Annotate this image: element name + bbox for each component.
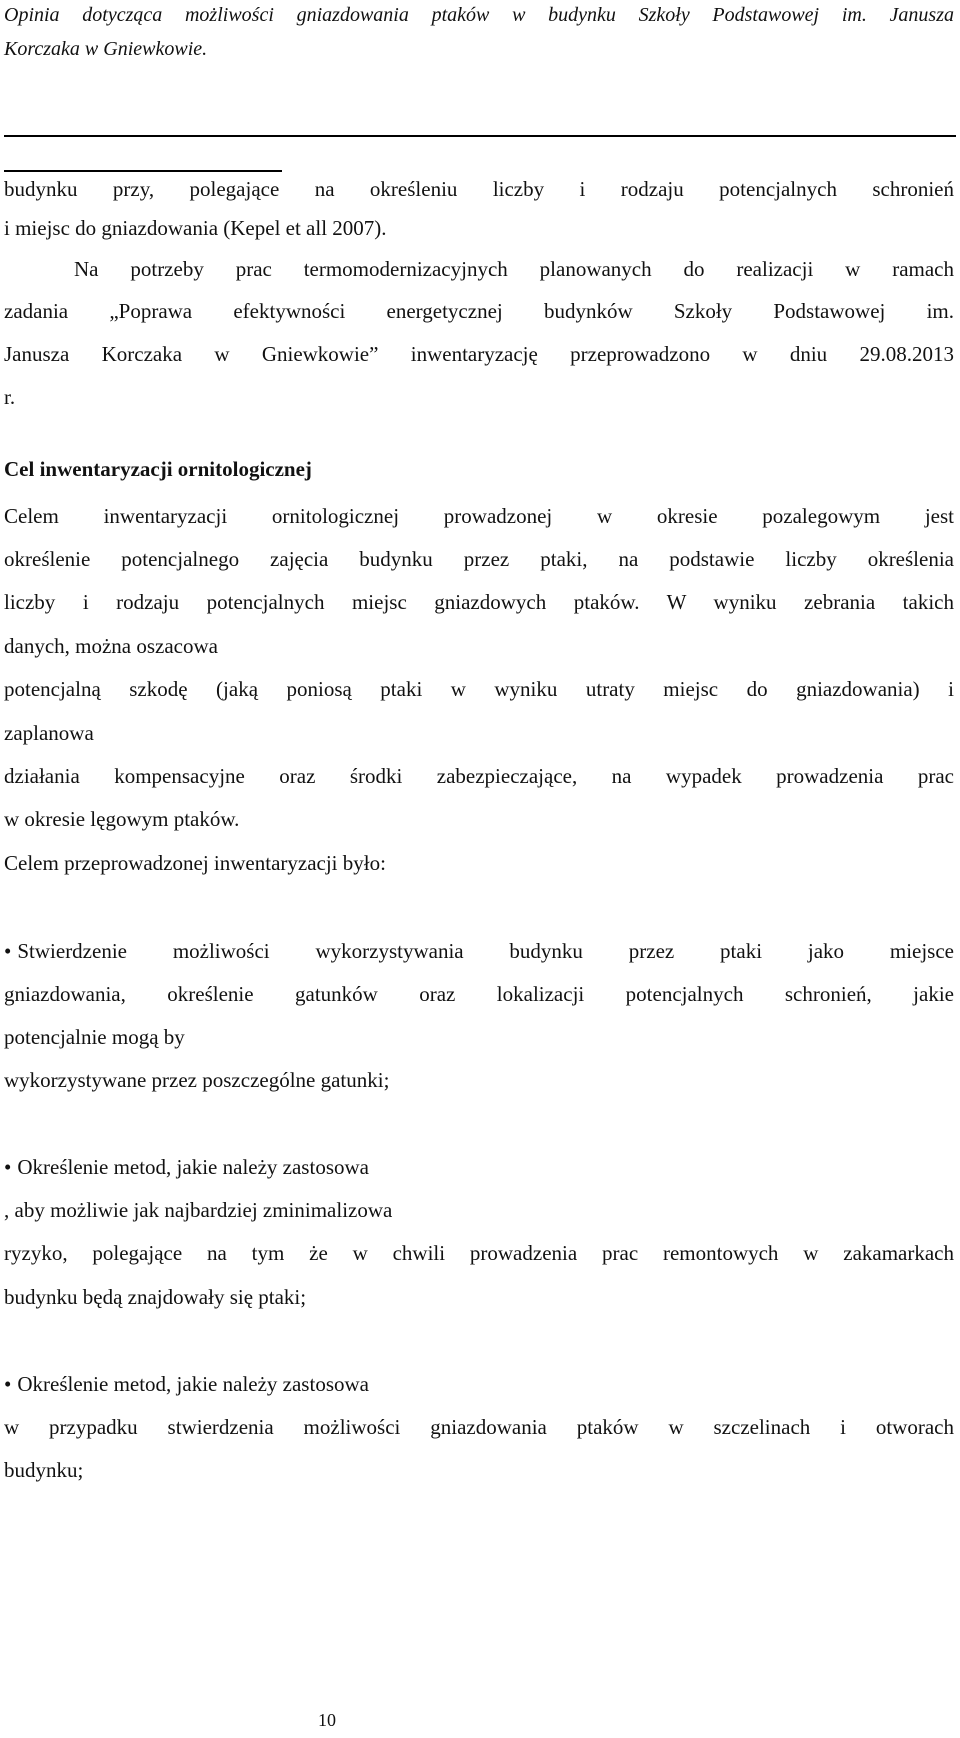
paragraph-3-line-5: potencjalną szkodę (jaką poniosą ptaki w wyniku utraty miejsc do gniazdowania) i <box>4 677 954 701</box>
bullet-3-line-1 <box>4 1371 369 1397</box>
bullet-2-line-4: budynku będą znajdowały się ptaki; <box>4 1285 307 1309</box>
page-number: 10 <box>318 1710 336 1730</box>
header-rule <box>4 135 956 137</box>
footnote-rule <box>4 170 282 172</box>
bullet-2-line-1 <box>4 1154 369 1180</box>
header-line-2: Korczaka w Gniewkowie. <box>4 38 208 60</box>
paragraph-2-line-3: Janusza Korczaka w Gniewkowie” inwentaryzację przeprowadzono w dniu 29.08.2013 <box>4 342 954 366</box>
paragraph-2-line-4: r. <box>4 385 16 409</box>
bullet-3-line-3: budynku; <box>4 1458 84 1482</box>
paragraph-4-line-1: Celem przeprowadzonej inwentaryzacji było: <box>4 851 386 875</box>
paragraph-3-line-2: określenie potencjalnego zajęcia budynku przez ptaki, na podstawie liczby określenia <box>4 547 954 571</box>
paragraph-3-line-3: liczby i rodzaju potencjalnych miejsc gniazdowych ptaków. W wyniku zebrania takich <box>4 590 954 614</box>
bullet-3-text: Określenie metod, jakie należy zastosowa <box>17 1372 369 1396</box>
bullet-1-line-3: potencjalnie mogą by <box>4 1025 185 1049</box>
bullet-1-marker: • <box>4 939 12 963</box>
paragraph-1-line-1: budynku przy, polegające na określeniu liczby i rodzaju potencjalnych schronień <box>4 177 954 201</box>
paragraph-3-line-1: Celem inwentaryzacji ornitologicznej prowadzonej w okresie pozalegowym jest <box>4 504 954 528</box>
bullet-1-line-2: gniazdowania, określenie gatunków oraz lokalizacji potencjalnych schronień, jakie <box>4 982 954 1006</box>
bullet-2-line-3: ryzyko, polegające na tym że w chwili prowadzenia prac remontowych w zakamarkach <box>4 1241 954 1265</box>
bullet-1-text: Stwierdzenie możliwości wykorzystywania budynku przez ptaki jako miejsce <box>17 939 954 963</box>
section-heading: Cel inwentaryzacji ornitologicznej <box>4 457 312 481</box>
bullet-2-marker: • <box>4 1155 12 1179</box>
paragraph-2-line-1: Na potrzeby prac termomodernizacyjnych planowanych do realizacji w ramach <box>74 257 954 281</box>
bullet-3-marker: • <box>4 1372 12 1396</box>
paragraph-3-line-8: w okresie lęgowym ptaków. <box>4 807 240 831</box>
paragraph-3-line-4: danych, można oszacowa <box>4 634 218 658</box>
bullet-2-line-2: , aby możliwie jak najbardziej zminimalizowa <box>4 1198 393 1222</box>
bullet-3-line-2: w przypadku stwierdzenia możliwości gniazdowania ptaków w szczelinach i otworach <box>4 1415 954 1439</box>
paragraph-2-line-2: zadania „Poprawa efektywności energetycznej budynków Szkoły Podstawowej im. <box>4 299 954 323</box>
header-line-1: Opinia dotycząca możliwości gniazdowania ptaków w budynku Szkoły Podstawowej im. Janusza <box>4 4 954 26</box>
bullet-2-text: Określenie metod, jakie należy zastosowa <box>17 1155 369 1179</box>
bullet-1-line-4: wykorzystywane przez poszczególne gatunki; <box>4 1068 390 1092</box>
paragraph-1-line-2: i miejsc do gniazdowania (Kepel et all 2007). <box>4 216 387 240</box>
paragraph-3-line-6: zaplanowa <box>4 721 94 745</box>
bullet-1-line-1 <box>4 938 954 964</box>
paragraph-3-line-7: działania kompensacyjne oraz środki zabezpieczające, na wypadek prowadzenia prac <box>4 764 954 788</box>
